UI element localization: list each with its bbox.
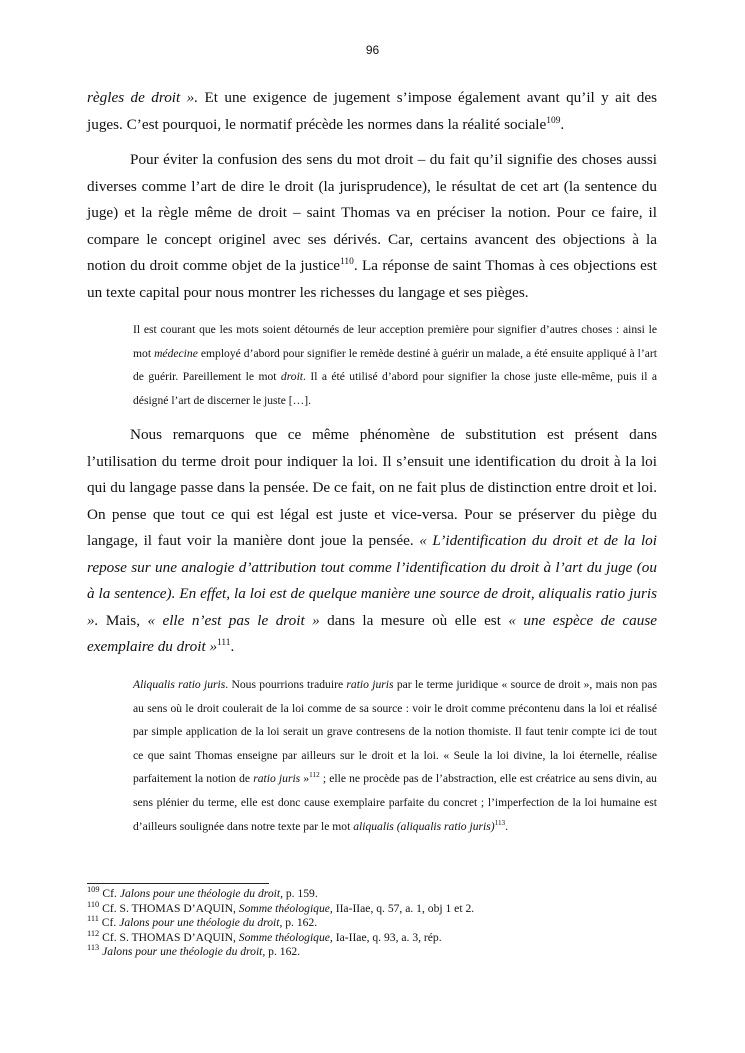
footnote-title: Jalons pour une théologie du droit, <box>119 887 283 900</box>
footnote-109 <box>87 887 657 902</box>
q2-italic-1: Aliqualis ratio juris <box>133 678 226 691</box>
q1-text-3: . Il a été utilisé d’abord pour signifier la chose juste elle-même, puis il a désigné l’art de discerner le juste […]. <box>133 370 657 407</box>
paragraph-2 <box>87 147 657 306</box>
p1-italic: règles de droit ». <box>87 89 199 106</box>
p3-text-end: . <box>230 638 235 655</box>
paragraph-1 <box>87 85 657 138</box>
footnote-113 <box>87 945 657 960</box>
q1-text: Il est courant que les mots soient détournés de leur acception première pour signifier d’autres choses : ainsi le mot <box>133 323 657 360</box>
footnote-title: Somme théologique, <box>238 930 333 944</box>
q1-text-2: employé d’abord pour signifier le remède destiné à guérir un malade, a été ensuite appliqué à l’art de guérir. Pareillement le mot <box>133 346 657 384</box>
q2-text-4: ; elle ne procède pas de l’abstraction, elle est créatrice au sens divin, au sens plénier du terme, elle est donc cause exemplaire parfaite du concret ; l’imperfection de la loi humaine est d’ailleurs soulignée dans notre texte par le mot <box>133 772 657 833</box>
q2-text-2: par le terme juridique « source de droit », mais non pas au sens où le droit coulerait de la loi comme de sa source : voir le droit comme précontenu dans la loi et réalisé par simple application de la loi serait un grave contresens de la notion thomiste. Il faut tenir compte ici de tout ce que saint Thomas enseigne par ailleurs sur le droit et la loi. « Seule la loi divine, la loi éternelle, réalise parfaitement la notion de <box>133 678 657 786</box>
footnotes <box>87 887 657 960</box>
footnote-ref-111: 111 <box>217 637 231 648</box>
footnote-text: Cf. <box>99 887 120 900</box>
p3-text-2: Mais, <box>98 611 148 629</box>
footnote-text: p. 162. <box>265 945 301 959</box>
footnote-text: Cf. S. THOMAS D’AQUIN, <box>99 901 239 915</box>
p3-italic-quote-2: « elle n’est pas le droit » <box>147 611 320 629</box>
p1-text: Et une exigence de jugement s’impose également avant qu’il y ait des juges. C’est pourquoi, le normatif précède les normes dans la réalité sociale <box>87 89 657 133</box>
block-quote-2 <box>133 673 657 838</box>
footnote-number: 111 <box>87 914 99 924</box>
footnote-ref-109: 109 <box>546 115 561 126</box>
footnote-title: Somme théologique, <box>238 901 333 915</box>
footnote-number: 113 <box>87 943 100 953</box>
footnote-title: Jalons pour une théologie du droit, <box>119 916 283 930</box>
footnote-text: Cf. <box>98 916 120 930</box>
p2-text-end: . La réponse de saint Thomas à ces objections est un texte capital pour nous montrer les richesses du langage et ses pièges. <box>87 257 658 301</box>
footnote-number: 109 <box>87 885 100 895</box>
footnote-111 <box>87 916 657 931</box>
p3-text-3: dans la mesure où elle est <box>319 611 509 629</box>
footnote-number: 112 <box>87 928 100 938</box>
footnote-text: p. 162. <box>282 916 318 930</box>
p3-text: Nous remarquons que ce même phénomène de substitution est présent dans l’utilisation du terme droit pour indiquer la loi. Il s’ensuit une identification du droit à la loi qui du langage passe dans la pensée. De ce fait, on ne fait plus de distinction entre droit et loi. On pense que tout ce qui est légal est juste et vice-versa. Pour se préserver du piège du langage, il faut voir la manière dont joue la pensée. <box>87 426 657 549</box>
q2-text-3: » <box>300 772 310 786</box>
q2-italic-4: aliqualis (aliqualis ratio juris) <box>353 819 495 833</box>
q2-text-1: . Nous pourrions traduire <box>225 678 347 691</box>
footnote-ref-110: 110 <box>340 256 354 267</box>
footnote-number: 110 <box>87 899 100 909</box>
block-quote-1 <box>133 318 657 412</box>
footnote-112 <box>87 928 657 946</box>
footnote-110 <box>87 899 657 917</box>
p2-text: Pour éviter la confusion des sens du mot droit – du fait qu’il signifie des choses aussi diverses comme l’art de dire le droit (la jurisprudence), le résultat de cet art (la sentence du juge) et la règle même de droit – saint Thomas va en préciser la notion. Pour ce faire, il compare le concept originel avec ses dérivés. Car, certains avancent des objections à la notion du droit comme objet de la justice <box>87 151 657 274</box>
p3-italic-quote-3: « une espèce de cause exemplaire du droit » <box>87 611 658 655</box>
footnote-text: Ia-IIae, q. 93, a. 3, rép. <box>332 930 442 944</box>
q2-italic-2: ratio juris <box>346 678 394 691</box>
page-number: 96 <box>365 43 380 57</box>
footnote-ref-112: 112 <box>309 771 320 780</box>
paragraph-3 <box>87 422 657 661</box>
p1-text-end: . <box>560 115 565 133</box>
q1-italic-medecine: médecine <box>154 346 198 360</box>
q2-text-end: . <box>505 819 509 833</box>
footnote-title: Jalons pour une théologie du droit, <box>102 945 266 959</box>
footnote-ref-113: 113 <box>494 818 506 827</box>
q2-italic-3: ratio juris <box>253 772 301 786</box>
footnote-text: Cf. S. THOMAS D’AQUIN, <box>99 930 239 944</box>
q1-italic-droit: droit <box>280 370 304 384</box>
footnote-text: p. 159. <box>282 887 318 900</box>
footnote-separator <box>87 883 269 884</box>
footnote-text: IIa-IIae, q. 57, a. 1, obj 1 et 2. <box>332 901 475 915</box>
p3-italic-quote: « L’identification du droit et de la loi repose sur une analogie d’attribution tout comme l’identification du droit à l’art du juge (ou à la sentence). En effet, la loi est de quelque manière une source de droit, aliqualis ratio juris ». <box>87 532 657 629</box>
